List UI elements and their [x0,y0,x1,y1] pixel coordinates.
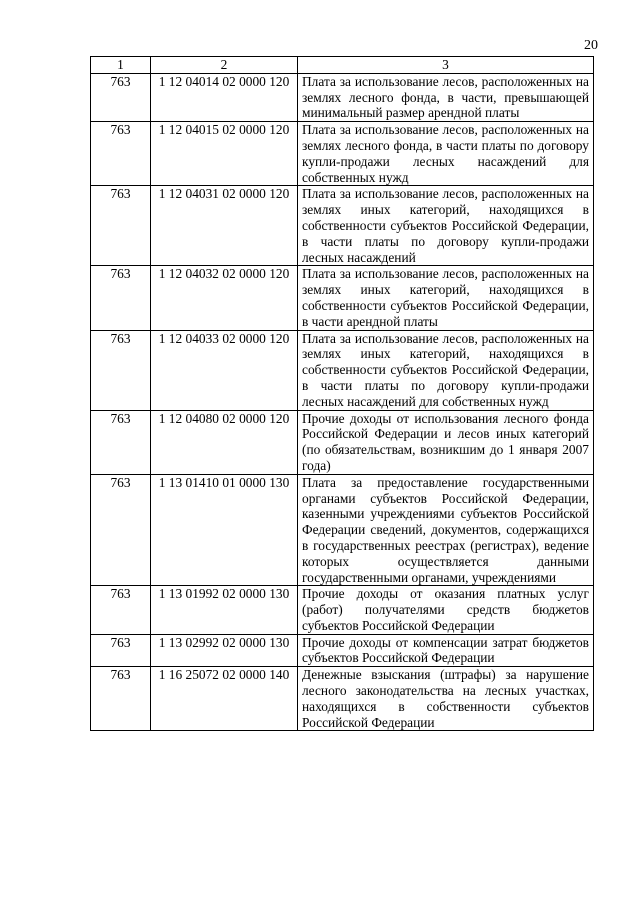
budget-code-cell: 1 13 01410 01 0000 130 [151,474,298,586]
description-cell: Прочие доходы от компенсации затрат бюджетов субъектов Российской Федерации [298,634,594,667]
admin-code-cell: 763 [91,474,151,586]
admin-code-cell: 763 [91,73,151,121]
table-row [91,266,594,330]
admin-code-cell: 763 [91,266,151,330]
description-cell: Плата за предоставление государственными органами субъектов Российской Федерации, казенными учреждениями субъектов Российской Федерации сведений, документов, содержащихся в государственных реестрах (регистрах), ведение которых осуществляется данными государственными органами, учреждениями [298,474,594,586]
admin-code-cell: 763 [91,667,151,731]
admin-code-cell: 763 [91,634,151,667]
table-header-row [91,57,594,74]
table-row [91,586,594,634]
budget-code-cell: 1 12 04015 02 0000 120 [151,122,298,186]
table-row [91,122,594,186]
admin-code-cell: 763 [91,410,151,474]
column-header-2: 2 [151,57,298,74]
budget-code-cell: 1 13 02992 02 0000 130 [151,634,298,667]
budget-code-cell: 1 16 25072 02 0000 140 [151,667,298,731]
column-header-1: 1 [91,57,151,74]
admin-code-cell: 763 [91,122,151,186]
admin-code-cell: 763 [91,330,151,410]
table-row [91,667,594,731]
budget-code-cell: 1 12 04031 02 0000 120 [151,186,298,266]
table-row [91,410,594,474]
budget-code-cell: 1 13 01992 02 0000 130 [151,586,298,634]
description-cell: Плата за использование лесов, расположенных на землях иных категорий, находящихся в собственности субъектов Российской Федерации, в части арендной платы [298,266,594,330]
column-header-3: 3 [298,57,594,74]
table-row [91,634,594,667]
budget-code-cell: 1 12 04014 02 0000 120 [151,73,298,121]
admin-code-cell: 763 [91,186,151,266]
table-row [91,186,594,266]
description-cell: Плата за использование лесов, расположенных на землях иных категорий, находящихся в собственности субъектов Российской Федерации, в части платы по договору купли-продажи лесных насаждений для собственных нужд [298,330,594,410]
page-number: 20 [584,38,598,53]
table-row [91,330,594,410]
table-row [91,73,594,121]
description-cell: Прочие доходы от использования лесного фонда Российской Федерации и лесов иных категорий (по обязательствам, возникшим до 1 января 2007 года) [298,410,594,474]
budget-code-cell: 1 12 04032 02 0000 120 [151,266,298,330]
admin-code-cell: 763 [91,586,151,634]
revenue-codes-table [90,56,594,731]
description-cell: Плата за использование лесов, расположенных на землях лесного фонда, в части платы по договору купли-продажи лесных насаждений для собственных нужд [298,122,594,186]
budget-code-cell: 1 12 04033 02 0000 120 [151,330,298,410]
budget-code-cell: 1 12 04080 02 0000 120 [151,410,298,474]
description-cell: Плата за использование лесов, расположенных на землях лесного фонда, в части, превышающей минимальный размер арендной платы [298,73,594,121]
description-cell: Плата за использование лесов, расположенных на землях иных категорий, находящихся в собственности субъектов Российской Федерации, в части платы по договору купли-продажи лесных насаждений [298,186,594,266]
table-row [91,474,594,586]
description-cell: Денежные взыскания (штрафы) за нарушение лесного законодательства на лесных участках, находящихся в собственности субъектов Российской Федерации [298,667,594,731]
description-cell: Прочие доходы от оказания платных услуг (работ) получателями средств бюджетов субъектов Российской Федерации [298,586,594,634]
